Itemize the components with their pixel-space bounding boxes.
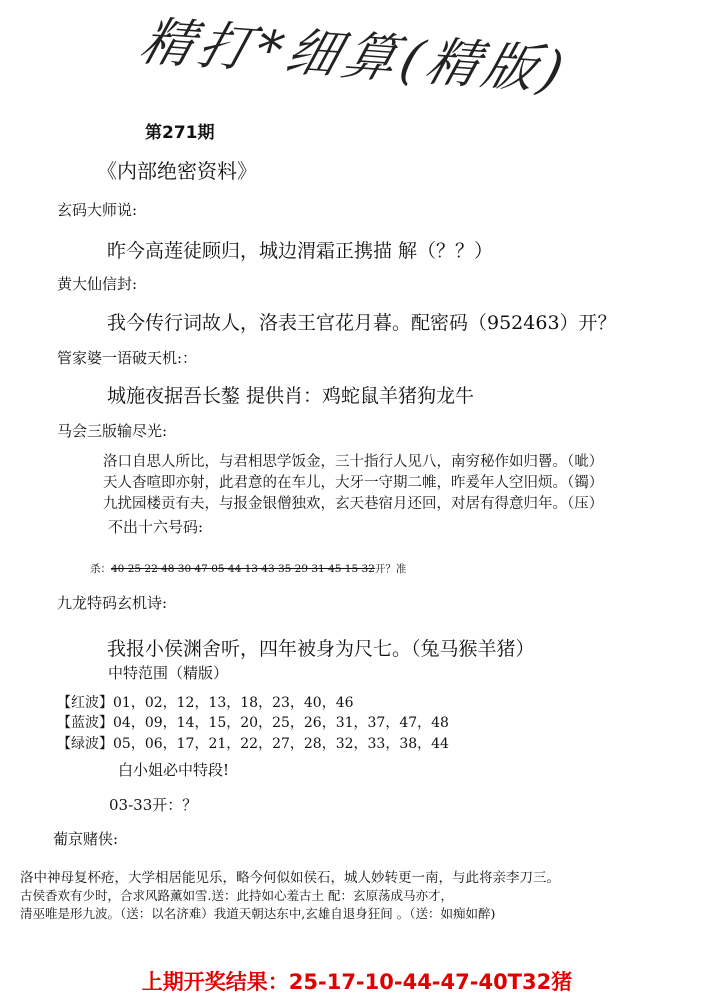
section-text-guanjiapo: 城施夜据吾长鏊 提供肖：鸡蛇鼠羊猪狗龙牛: [107, 385, 475, 407]
wave-name: 【绿波】: [57, 736, 113, 752]
poem-line: 洛口自思人所比，与君相思学饭金，三十指行人见八，南穷秘作如归罾。（呲）: [103, 454, 604, 470]
wave-name: 【蓝波】: [57, 715, 113, 731]
white-lady-text: 白小姐必中特段!: [118, 761, 230, 779]
poem-block: [103, 452, 603, 515]
kill-numbers: 40 25 22 48 30 47 05 44 13 43 35 29 31 45 15 32: [111, 563, 375, 575]
wave-name: 【红波】: [57, 695, 113, 711]
wave-numbers: 04，09，14，15，20，25，26，31，37，47，48: [113, 715, 449, 731]
wave-row-blue: [57, 712, 449, 732]
section-label-mahui: 马会三版输尽光:: [57, 422, 168, 440]
wave-row-green: [57, 733, 449, 753]
section-label-xuanma: 玄码大师说:: [57, 201, 138, 219]
wave-numbers: 01，02，12，13，18，23，40，46: [113, 695, 354, 711]
no-sixteen-note: 不出十六号码:: [108, 518, 204, 536]
section-label-jiulong: 九龙特码玄机诗:: [57, 594, 168, 612]
pujing-line: 洛中神母复杯疮，大学相居能见乐，略今何似如侯石，城人妙转更一南，与此将亲李刀三。: [20, 870, 560, 886]
range-label: 中特范围（精版）: [108, 664, 229, 682]
section-label-guanjiapo: 管家婆一语破天机:：: [57, 349, 198, 367]
section-text-jiulong: 我报小侯渊舍听，四年被身为尺七。（兔马猴羊猪）: [107, 638, 535, 660]
issue-number: 第271期: [145, 123, 215, 143]
section-text-xuanma: 昨今高莲徒顾归，城边渭霜正携描 解（？？）: [107, 240, 494, 262]
pujing-poem: [20, 869, 560, 923]
wave-row-red: [57, 692, 354, 712]
document-title: 《内部绝密资料》: [97, 159, 257, 183]
poem-line: 天人杳喧即亦射，此君意的在车儿，大牙一守期二帷，昨爰年人空旧烦。（镯）: [103, 475, 604, 491]
wave-numbers: 05，06，17，21，22，27，28，32，33，38，44: [113, 736, 449, 752]
section-label-huangdaxian: 黄大仙信封:: [57, 275, 138, 293]
kill-prefix: 杀：: [90, 563, 111, 575]
range-result: 03-33开：？: [109, 796, 198, 814]
pujing-line: 清巫唯是形九波。（送：以名济难）我道天朝达东中,玄雄自退身狂间 。（送：如痴如醉): [20, 906, 496, 921]
kill-suffix: 开？准: [374, 563, 407, 575]
last-draw-result: 上期开奖结果：25-17-10-44-47-40T32猪: [141, 970, 573, 994]
section-label-pujing: 葡京赌侠:: [53, 830, 119, 848]
poem-line: 九扰园楼贡有夫，与报金银僧独欢，玄天巷宿月还回，对居有得意归年。（压）: [103, 496, 604, 512]
pujing-line: 古侯香欢有少时，合求风路薰如雪.送：此持如心羞古土 配：玄原荡成马亦才，: [20, 888, 453, 903]
header-logo-title: 精打*细算(精版): [133, 11, 576, 103]
kill-numbers-row: [90, 561, 406, 576]
section-text-huangdaxian: 我今传行词故人，洛表王官花月暮。配密码（952463）开？: [107, 312, 617, 334]
